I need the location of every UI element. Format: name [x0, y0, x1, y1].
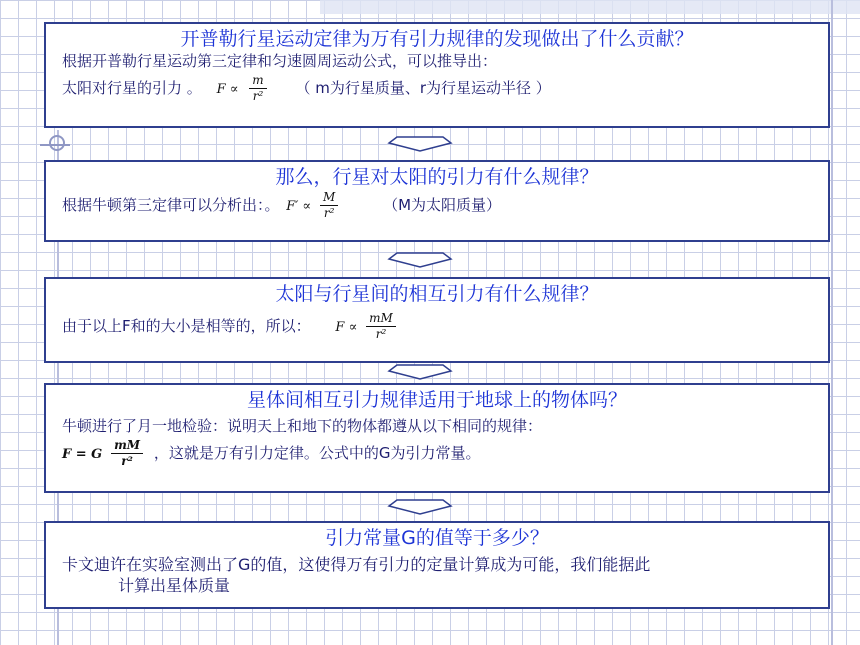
formula-denominator: r² [121, 454, 133, 468]
down-arrow-2 [387, 252, 453, 268]
formula-fraction [366, 311, 396, 342]
question-g-value: 引力常量G的值等于多少？ [325, 527, 549, 549]
text-gravitation-law [46, 438, 828, 469]
question-kepler: 开普勒行星运动定律为万有引力规律的发现做出了什么贡献？ [180, 28, 694, 50]
question-mutual-gravitation: 太阳与行星间的相互引力有什么规律？ [275, 283, 599, 305]
top-decoration-band [320, 0, 860, 14]
question-planet-on-sun: 那么，行星对太阳的引力有什么规律？ [275, 166, 599, 188]
box-gravitational-constant [44, 521, 830, 609]
box-planet-on-sun [44, 160, 830, 242]
text-equal-magnitude [46, 311, 828, 342]
formula-numerator: mM [366, 311, 396, 327]
right-decorative-line [831, 0, 833, 645]
formula-lhs: F′ ∝ [286, 199, 312, 214]
text-sun-mass-note: （M为太阳质量） [383, 196, 502, 214]
text-star-mass: 计算出星体质量 [118, 576, 231, 595]
formula-numerator: M [320, 190, 338, 206]
text-newton-third-law [46, 190, 828, 221]
formula-lhs: F ∝ [216, 82, 239, 97]
decorative-crosshair-circle [49, 135, 65, 151]
formula-fraction [249, 73, 266, 104]
formula-denominator: r² [375, 327, 387, 341]
box-mutual-gravitation [44, 277, 830, 363]
formula-fraction [111, 438, 143, 469]
text-moon-earth-test: 牛顿进行了月一地检验：说明天上和地下的物体都遵从以下相同的规律： [62, 417, 543, 435]
question-earth-objects: 星体间相互引力规律适用于地球上的物体吗？ [246, 389, 627, 411]
down-arrow-4 [387, 499, 453, 515]
box-universal-gravitation [44, 383, 830, 493]
box-kepler-contribution [44, 22, 830, 128]
formula-denominator: r² [323, 206, 335, 220]
text-cavendish: 卡文迪许在实验室测出了G的值，这使得万有引力的定量计算成为可能，我们能据此 [62, 555, 651, 574]
down-arrow-1 [387, 136, 453, 152]
text-law-suffix: ，这就是万有引力定律。公式中的G为引力常量。 [153, 444, 481, 462]
text-sun-force-prefix: 太阳对行星的引力 。 [62, 79, 202, 97]
text-variable-note: （ m为行星质量、r为行星运动半径 ） [295, 79, 551, 97]
text-derivation-intro: 根据开普勒行星运动第三定律和匀速圆周运动公式，可以推导出： [62, 52, 498, 70]
formula-numerator: m [249, 73, 266, 89]
text-equal-prefix: 由于以上F和的大小是相等的，所以： [62, 317, 311, 335]
down-arrow-3 [387, 364, 453, 380]
formula-numerator: mM [111, 438, 143, 454]
formula-fraction [320, 190, 338, 221]
text-newton-prefix: 根据牛顿第三定律可以分析出：。 [62, 196, 280, 214]
formula-denominator: r² [252, 89, 264, 103]
text-sun-on-planet-force [46, 73, 828, 104]
formula-lhs: F = G [62, 447, 103, 462]
formula-lhs: F ∝ [335, 320, 358, 335]
